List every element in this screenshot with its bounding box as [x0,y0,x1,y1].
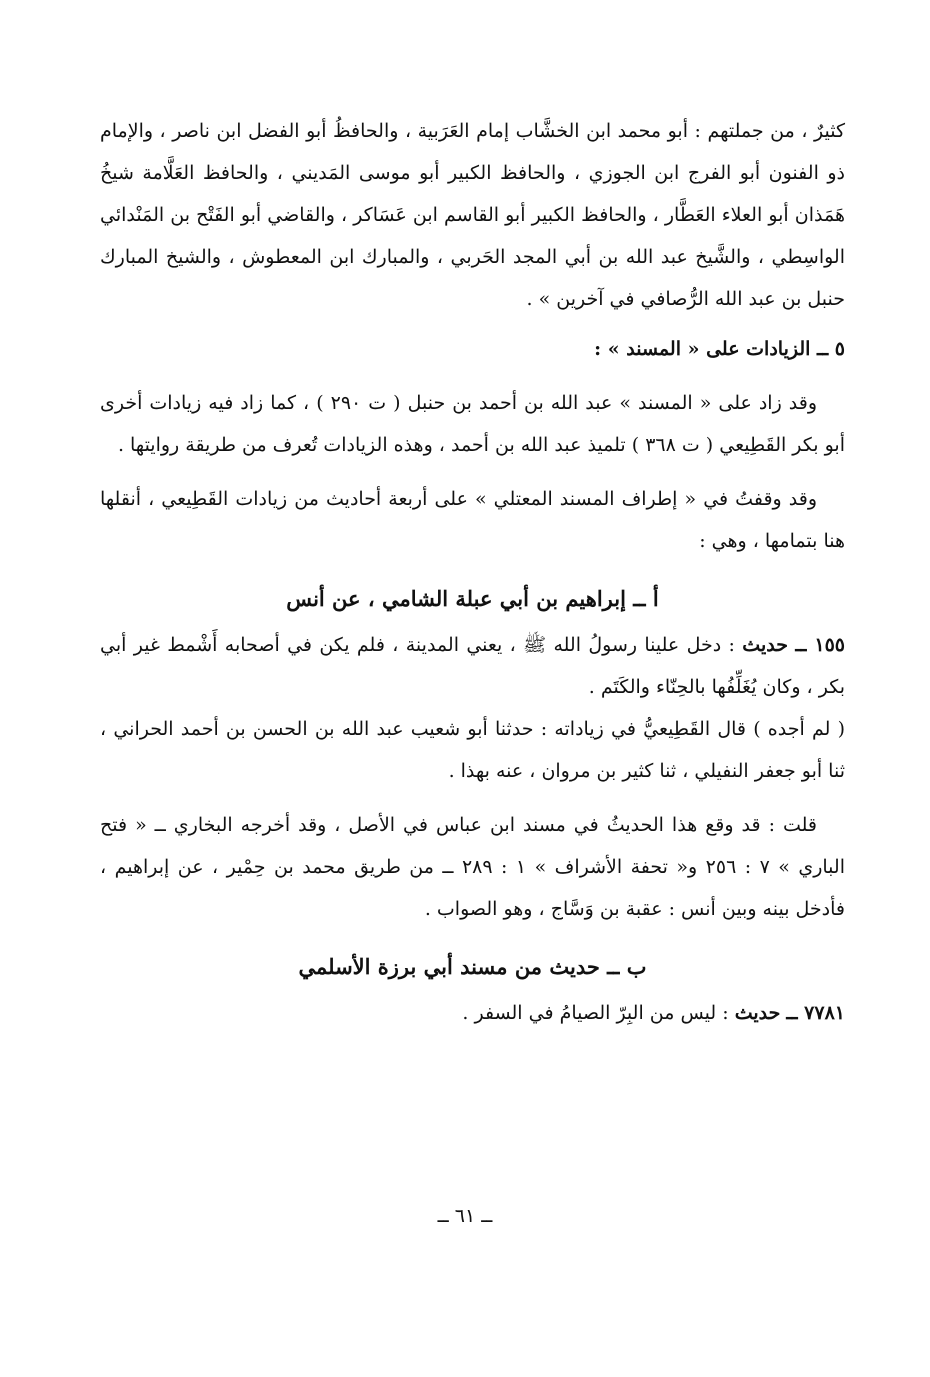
hadith-text: : دخل علينا رسولُ الله ﷺ ، يعني المدينة ، فلم يكن في أصحابه أَشْمط غير أبي بكر ، وكان يُغَلِّفُها بالحِنّاء والكَتَم . [100,634,845,698]
paragraph-qatii-chain: ( لم أجده ) قال القَطِيعيُّ في زياداته : حدثنا أبو شعيب عبد الله بن الحسن بن أحمد الحراني ، ثنا أبو جعفر النفيلي ، ثنا كثير بن مروان ، عنه بهذا . [100,718,845,782]
hadith-155 [100,624,845,708]
page-number: ــ ٦١ ــ [437,1205,493,1227]
hadith-text: : ليس من البِرّ الصيامُ في السفر . [462,1002,729,1024]
hadith-label: حديث [734,1002,781,1024]
paragraph-commentary: قلت : قد وقع هذا الحديثُ في مسند ابن عباس في الأصل ، وقد أخرجه البخاري ــ « فتح الباري » ٧ : ٢٥٦ و« تحفة الأشراف » ١ : ٢٨٩ ــ من طريق محمد بن حِمْير ، عن إبراهيم ، فأدخل بينه وبين أنس : عقبة بن وَسَّاج ، وهو الصواب . [100,814,845,920]
paragraph-additions: وقد زاد على « المسند » عبد الله بن أحمد بن حنبل ( ت ٢٩٠ ) ، كما زاد فيه زيادات أخرى أبو بكر القَطِيعي ( ت ٣٦٨ ) تلميذ عبد الله بن أحمد ، وهذه الزيادات تُعرف من طريقة روايتها . [100,392,845,456]
paragraph-four-hadiths: وقد وقفتُ في « إطراف المسند المعتلي » على أربعة أحاديث من زيادات القَطِيعي ، أنقلها هنا بتمامها ، وهي : [100,488,845,552]
hadith-label: حديث [742,634,788,656]
hadith-number: ١٥٥ ــ [795,634,845,656]
page-body [100,110,845,1034]
hadith-7781 [100,992,845,1034]
section-heading-additions: ٥ ــ الزيادات على « المسند » : [594,338,845,360]
subheading-abu-barza: ب ــ حديث من مسند أبي برزة الأسلمي [298,954,647,979]
hadith-number: ٧٧٨١ ــ [786,1002,845,1024]
paragraph-scholars-list: كثيرٌ ، من جملتهم : أبو محمد ابن الخشَّاب إمام العَرَبية ، والحافظُ أبو الفضل ابن ناصر ، والإمام ذو الفنون أبو الفرج ابن الجوزي ، والحافظ الكبير أبو موسى المَديني ، والحافظ العَلَّامة شيخُ هَمَذان أبو العلاء العَطَّار ، والحافظ الكبير أبو القاسم ابن عَسَاكر ، والقاضي أبو الفَتْح بن المَنْدائي الواسِطي ، والشَّيخ عبد الله بن أبي المجد الحَربي ، والمبارك ابن المعطوش ، والشيخ المبارك حنبل بن عبد الله الرُّصافي في آخرين » . [100,120,845,310]
subheading-ibrahim: أ ــ إبراهيم بن أبي عبلة الشامي ، عن أنس [286,586,659,611]
